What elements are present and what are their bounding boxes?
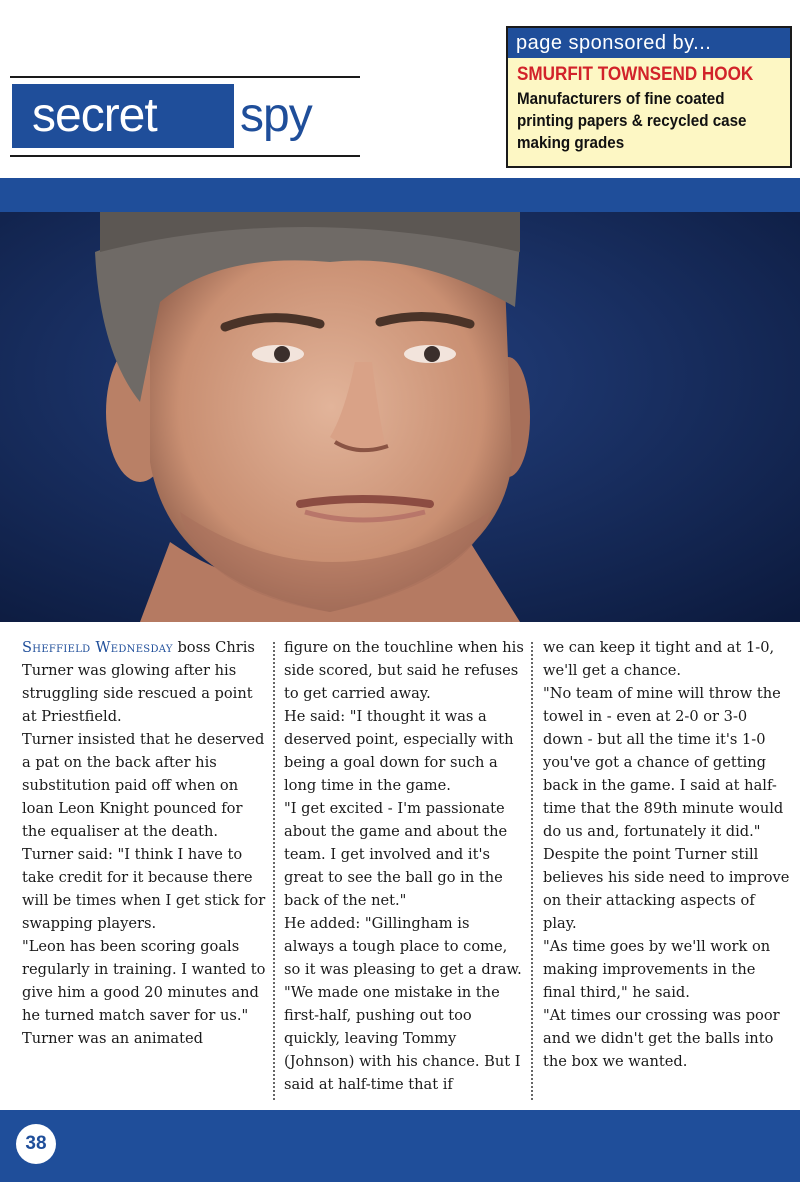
article-column-1 — [22, 636, 268, 1050]
logo-word-spy: spy — [240, 89, 312, 142]
paragraph: "No team of mine will throw the towel in - even at 2-0 or 3-0 down - but all the time it's 1-0 you've got a chance of getting back in the game. I said at half-time that the 89th minute would do us and, fortunately it did." — [543, 685, 784, 840]
paragraph — [22, 636, 268, 728]
paragraph: Despite the point Turner still believes his side need to improve on their attacking aspects of play. — [543, 846, 790, 932]
sponsor-line: Manufacturers of fine coated — [517, 90, 725, 108]
paragraph: "I get excited - I'm passionate about the game and about the team. I get involved and it's great to see the ball go in the back of the net." — [284, 800, 508, 909]
sponsor-heading: page sponsored by... — [508, 28, 790, 58]
paragraph: "As time goes by we'll work on making improvements in the final third," he said. — [543, 938, 771, 1001]
sponsor-line: making grades — [517, 134, 625, 152]
paragraph: "Leon has been scoring goals regularly in training. I wanted to give him a good 20 minutes and he turned match saver for us." — [22, 938, 266, 1024]
article-column-2 — [284, 636, 524, 1096]
paragraph: He added: "Gillingham is always a tough place to come, so it was pleasing to get a draw. — [284, 915, 522, 978]
sponsor-company: SMURFIT TOWNSEND HOOK — [517, 64, 754, 85]
sponsor-line: printing papers & recycled case — [517, 112, 747, 130]
paragraph: Turner insisted that he deserved a pat on the back after his substitution paid off when on loan Leon Knight pounced for the equaliser at the death. — [22, 731, 265, 840]
page-number: 38 — [16, 1124, 56, 1164]
paragraph: "We made one mistake in the first-half, pushing out too quickly, leaving Tommy (Johnson) with his chance. But I said at half-time that if — [284, 984, 521, 1093]
page-footer — [0, 1110, 800, 1182]
page-header — [0, 0, 800, 178]
article-column-3 — [543, 636, 791, 1073]
logo-word-secret: secret — [32, 89, 157, 142]
paragraph: He said: "I thought it was a deserved point, especially with being a goal down for such a long time in the game. — [284, 708, 514, 794]
paragraph: we can keep it tight and at 1-0, we'll get a chance. — [543, 639, 775, 679]
portrait-photo — [0, 212, 800, 622]
paragraph-text: boss Chris Turner was glowing after his struggling side rescued a point at Priestfield. — [22, 639, 255, 725]
blue-band — [0, 178, 800, 212]
article-body — [0, 628, 800, 1106]
paragraph: Turner said: "I think I have to take credit for it because there will be times when I get stick for swapping players. — [22, 846, 266, 932]
column-divider — [273, 642, 275, 1100]
portrait-illustration — [0, 212, 800, 622]
paragraph: "At times our crossing was poor and we didn't get the balls into the box we wanted. — [543, 1007, 780, 1070]
column-divider — [531, 642, 533, 1100]
lead-in: Sheffield Wednesday — [22, 639, 173, 656]
logo-top-rule — [10, 76, 360, 78]
logo-bottom-rule — [10, 155, 360, 157]
paragraph: figure on the touchline when his side scored, but said he refuses to get carried away. — [284, 639, 524, 702]
paragraph: Turner was an animated — [22, 1030, 203, 1047]
sponsor-box — [506, 26, 792, 168]
